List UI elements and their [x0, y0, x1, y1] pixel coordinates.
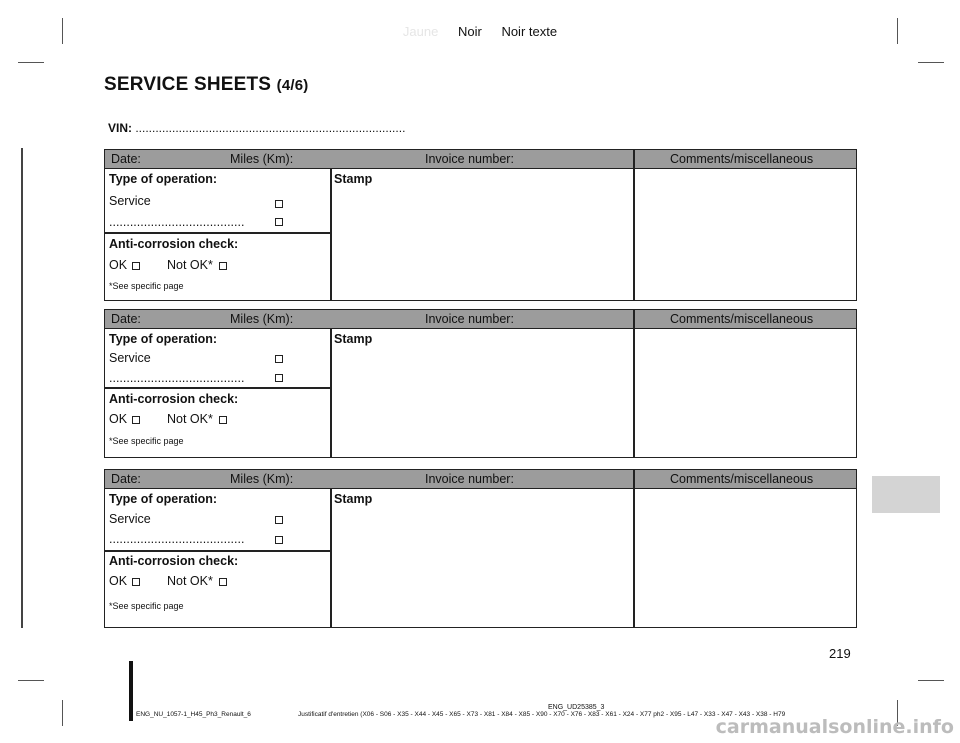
vin-label: VIN:	[108, 121, 132, 135]
not-ok-checkbox[interactable]	[219, 262, 227, 270]
crop-mark	[62, 700, 63, 726]
anti-corrosion-label: Anti-corrosion check:	[109, 554, 239, 568]
anti-corrosion-label: Anti-corrosion check:	[109, 392, 239, 406]
header-divider	[633, 470, 635, 488]
date-label: Date:	[111, 472, 141, 486]
stamp-label: Stamp	[334, 332, 373, 346]
footer-right: Justificatif d'entretien (X06 - S06 - X35 - X44 - X45 - X65 - X73 - X81 - X84 - X85 - X90 - X70 - X76 - X83 - X61 - X24 - X77 ph2 - X95 - L47 - X33 - X47 - X43 - X38 - H79	[298, 711, 786, 718]
ok-label: OK	[109, 412, 128, 426]
other-operation-checkbox[interactable]	[275, 218, 283, 226]
color-jaune: Jaune	[402, 24, 439, 39]
header-divider	[633, 310, 635, 328]
section-tab	[872, 476, 940, 513]
page-title	[104, 74, 309, 96]
not-ok-checkbox[interactable]	[219, 578, 227, 586]
ok-checkbox[interactable]	[132, 578, 140, 586]
anti-corrosion-label: Anti-corrosion check:	[109, 237, 239, 251]
crop-mark	[918, 62, 944, 63]
footer-bar	[129, 661, 133, 721]
type-of-operation-label: Type of operation:	[109, 492, 218, 506]
page-number: 219	[829, 646, 851, 661]
date-label: Date:	[111, 312, 141, 326]
ok-checkbox[interactable]	[132, 262, 140, 270]
edge-line	[21, 148, 23, 628]
color-noir-texte: Noir texte	[501, 24, 558, 39]
ok-checkbox[interactable]	[132, 416, 140, 424]
footer-code: ENG_UD25385_3	[548, 704, 605, 711]
not-ok-checkbox[interactable]	[219, 416, 227, 424]
other-operation-dots: .......................................	[109, 532, 245, 546]
crop-mark	[18, 62, 44, 63]
service-label: Service	[109, 194, 151, 208]
sheet-header	[105, 310, 856, 329]
crop-mark	[918, 680, 944, 681]
not-ok-label: Not OK*	[167, 574, 213, 588]
vin-dots: .................................................................................	[135, 121, 406, 135]
other-operation-checkbox[interactable]	[275, 536, 283, 544]
watermark: carmanualsonline.info	[715, 716, 954, 738]
page-title-main: SERVICE SHEETS	[104, 74, 272, 95]
see-specific-page-note: *See specific page	[109, 601, 184, 611]
sheet-header	[105, 150, 856, 169]
sheet-header	[105, 470, 856, 489]
ok-label: OK	[109, 258, 128, 272]
service-label: Service	[109, 351, 151, 365]
row-divider	[105, 232, 330, 234]
see-specific-page-note: *See specific page	[109, 281, 184, 291]
service-sheet	[104, 309, 857, 458]
comments-label: Comments/miscellaneous	[670, 152, 814, 166]
column-divider	[633, 488, 635, 627]
not-ok-label: Not OK*	[167, 412, 213, 426]
vin-line	[108, 121, 405, 135]
color-noir: Noir	[457, 24, 482, 39]
service-sheet	[104, 469, 857, 628]
comments-label: Comments/miscellaneous	[670, 312, 814, 326]
other-operation-dots: .......................................	[109, 371, 245, 385]
other-operation-dots: .......................................	[109, 215, 245, 229]
not-ok-label: Not OK*	[167, 258, 213, 272]
row-divider	[105, 550, 330, 552]
miles-label: Miles (Km):	[230, 312, 294, 326]
other-operation-checkbox[interactable]	[275, 374, 283, 382]
miles-label: Miles (Km):	[230, 472, 294, 486]
crop-mark	[18, 680, 44, 681]
stamp-label: Stamp	[334, 172, 373, 186]
column-divider	[633, 168, 635, 300]
service-checkbox[interactable]	[275, 355, 283, 363]
invoice-label: Invoice number:	[425, 152, 514, 166]
ok-label: OK	[109, 574, 128, 588]
see-specific-page-note: *See specific page	[109, 436, 184, 446]
column-divider	[330, 328, 332, 457]
comments-label: Comments/miscellaneous	[670, 472, 814, 486]
type-of-operation-label: Type of operation:	[109, 172, 218, 186]
invoice-label: Invoice number:	[425, 472, 514, 486]
footer-left: ENG_NU_1057-1_H45_Ph3_Renault_6	[136, 711, 251, 718]
column-divider	[330, 488, 332, 627]
miles-label: Miles (Km):	[230, 152, 294, 166]
column-divider	[633, 328, 635, 457]
row-divider	[105, 387, 330, 389]
date-label: Date:	[111, 152, 141, 166]
invoice-label: Invoice number:	[425, 312, 514, 326]
page-title-suffix: (4/6)	[276, 77, 309, 94]
service-checkbox[interactable]	[275, 200, 283, 208]
column-divider	[330, 168, 332, 300]
type-of-operation-label: Type of operation:	[109, 332, 218, 346]
color-registration	[0, 24, 960, 39]
service-sheet	[104, 149, 857, 301]
stamp-label: Stamp	[334, 492, 373, 506]
header-divider	[633, 150, 635, 168]
service-label: Service	[109, 512, 151, 526]
service-checkbox[interactable]	[275, 516, 283, 524]
